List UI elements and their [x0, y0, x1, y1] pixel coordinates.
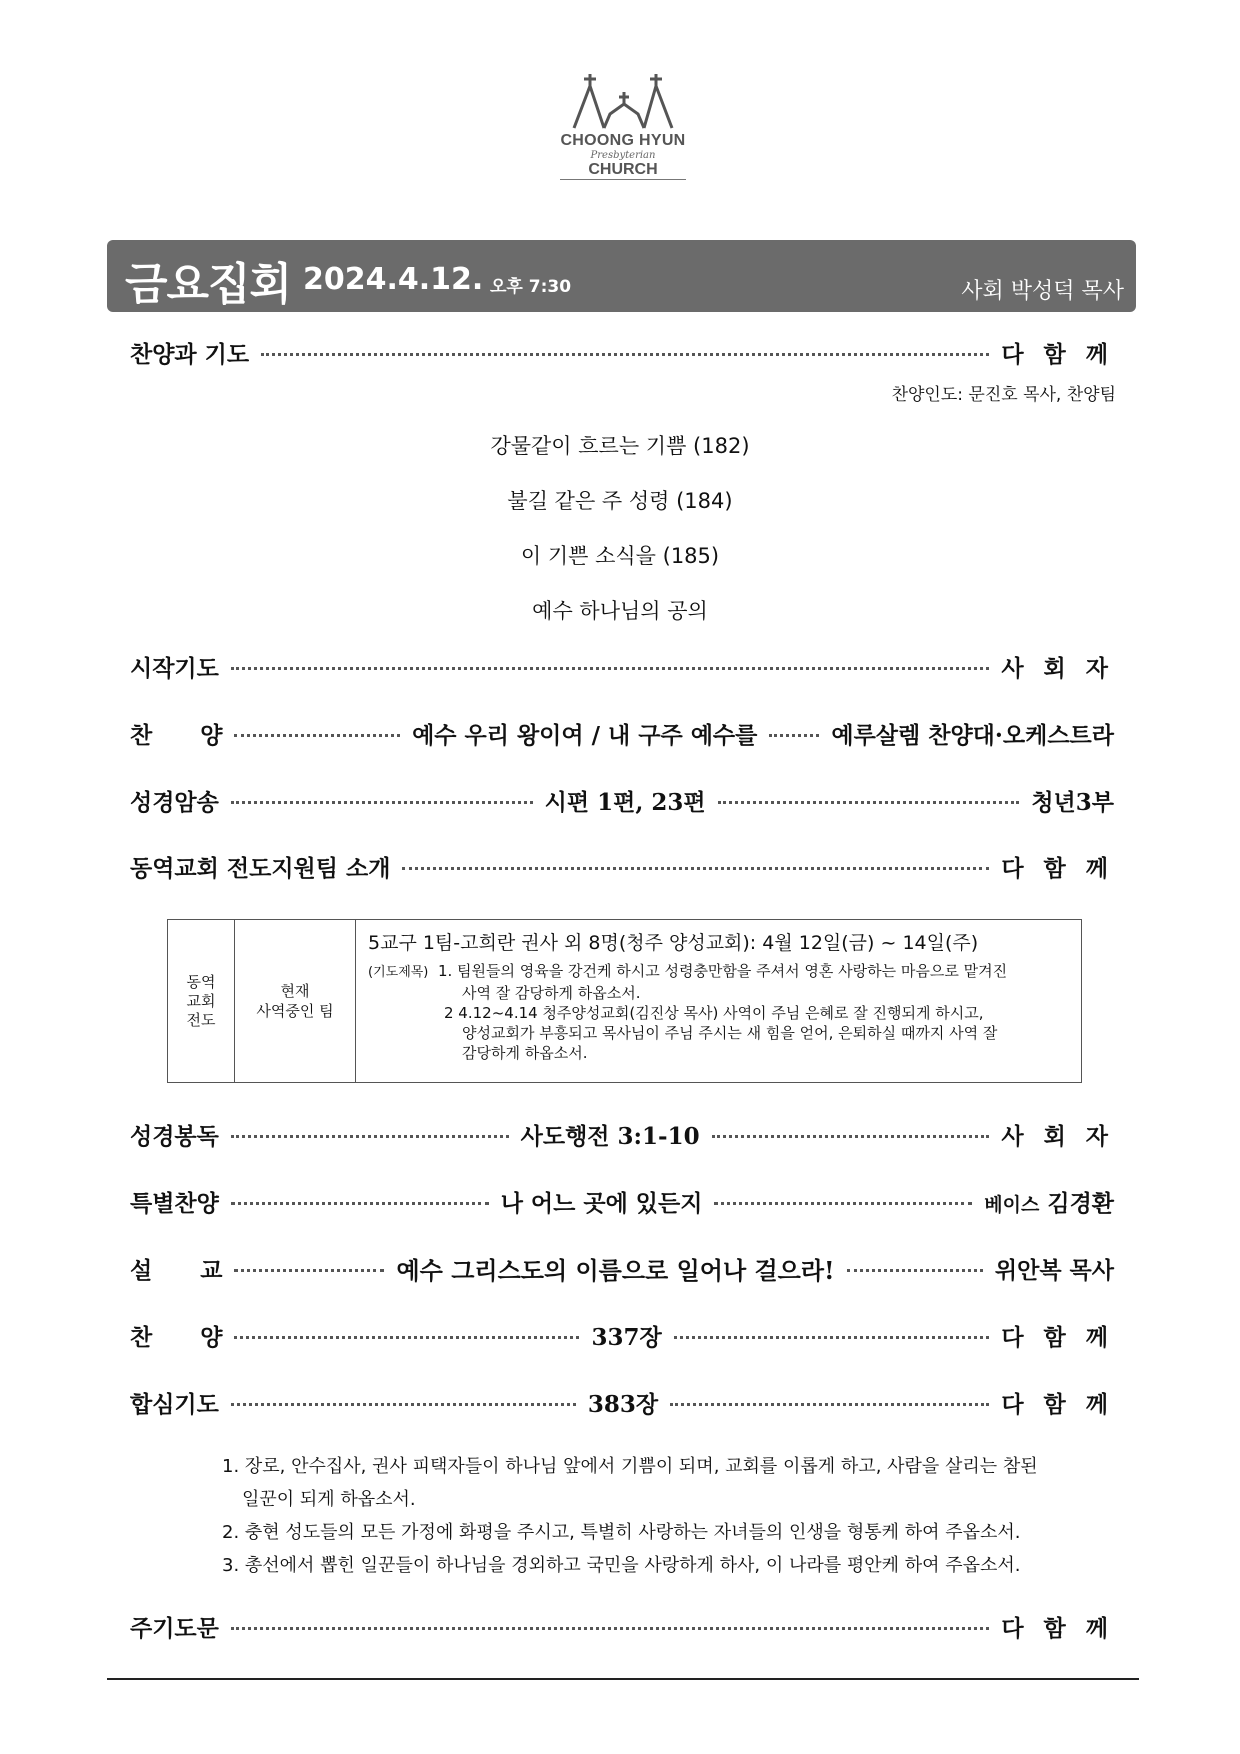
- order-content: 나 어느 곳에 있든지: [500, 1189, 703, 1217]
- logo-text-church: CHURCH: [588, 161, 658, 178]
- order-row-opening-prayer: [130, 648, 1114, 684]
- order-label: 특별찬양: [130, 1189, 219, 1217]
- order-responsible: 다 함 께: [1001, 1390, 1114, 1418]
- order-responsible: [984, 1185, 1114, 1218]
- prayer-item-1: 1. 장로, 안수집사, 권사 피택자들이 하나님 앞에서 기쁨이 되며, 교회를 이롭게 하고, 사람을 살리는 참된: [222, 1456, 1038, 1477]
- order-row-special-music: [130, 1183, 1114, 1219]
- order-row-sermon: [130, 1250, 1114, 1286]
- order-row-lords-prayer: [130, 1608, 1114, 1644]
- logo-underline: [560, 179, 686, 180]
- service-title: 금요집회: [125, 259, 292, 310]
- order-responsible: 다 함 께: [1001, 854, 1114, 882]
- service-leader: 사회 박성덕 목사: [961, 279, 1124, 304]
- order-label: 성경암송: [130, 788, 219, 816]
- leader-dots: [261, 353, 989, 356]
- leader-dots: [231, 1403, 576, 1406]
- order-label: 찬양과 기도: [130, 340, 250, 368]
- leader-dots: [231, 801, 533, 804]
- leader-dots: [234, 1336, 579, 1339]
- status-text: 현재: [280, 982, 310, 1000]
- leader-dots: [847, 1269, 983, 1272]
- logo-text-choong-hyun: CHOONG HYUN: [560, 132, 686, 149]
- order-content: 383장: [587, 1390, 659, 1418]
- order-responsible: 청년3부: [1031, 788, 1115, 816]
- order-label: 성경봉독: [130, 1122, 219, 1150]
- order-responsible: 예루살렘 찬양대·오케스트라: [831, 721, 1114, 749]
- order-responsible: 다 함 께: [1001, 340, 1114, 368]
- order-label: 합심기도: [130, 1390, 219, 1418]
- leader-dots: [231, 1135, 509, 1138]
- order-label: 동역교회 전도지원팀 소개: [130, 854, 391, 882]
- order-row-praise-choir: [130, 715, 1114, 751]
- order-label: 주기도문: [130, 1614, 219, 1642]
- leader-dots: [234, 1269, 384, 1272]
- voice-part: 베이스: [984, 1193, 1040, 1216]
- mission-team-table: [167, 919, 1082, 1083]
- category-text: 동역: [186, 972, 216, 991]
- order-row-scripture-recitation: [130, 782, 1114, 818]
- church-spires-icon: [568, 74, 678, 130]
- order-responsible: 다 함 께: [1001, 1614, 1114, 1642]
- order-content: 예수 우리 왕이여 / 내 구주 예수를: [412, 721, 758, 749]
- prayer-text: 1. 팀원들의 영육을 강건케 하시고 성령충만함을 주셔서 영혼 사랑하는 마음으로 맡겨진: [437, 962, 1008, 980]
- leader-dots: [674, 1336, 990, 1339]
- prayer-label: (기도제목): [368, 965, 429, 980]
- sermon-title: 예수 그리스도의 이름으로 일어나 걸으라!: [396, 1255, 835, 1285]
- worship-leader-note: 찬양인도: 문진호 목사, 찬양팀: [891, 385, 1116, 405]
- order-responsible: 사 회 자: [1001, 654, 1114, 682]
- order-row-hymn: [130, 1317, 1114, 1353]
- mission-heading: 5교구 1팀-고희란 권사 외 8명(청주 양성교회): 4월 12일(금) ~ 14일(주): [368, 932, 979, 954]
- leader-dots: [231, 1627, 989, 1630]
- status-text: 사역중인 팀: [256, 1002, 334, 1020]
- order-content: 시편 1편, 23편: [544, 788, 706, 816]
- order-row-mission-team: [130, 848, 1114, 884]
- prayer-topic-line: 양성교회가 부흥되고 목사님이 주님 주시는 새 힘을 얻어, 은퇴하실 때까지 사역 잘: [462, 1024, 998, 1042]
- leader-dots: [718, 801, 1020, 804]
- order-content: 사도행전 3:1-10: [520, 1122, 700, 1150]
- mission-category-cell: [168, 920, 235, 1083]
- mission-status-cell: [235, 920, 356, 1083]
- mission-detail-cell: [356, 920, 1082, 1083]
- hymn-item-3: 이 기쁜 소식을 (185): [520, 544, 720, 568]
- prayer-topic-line: 2 4.12~4.14 청주양성교회(김진상 목사) 사역이 주님 은혜로 잘 진행되게 하시고,: [444, 1004, 984, 1022]
- singer-name: 김경환: [1047, 1189, 1115, 1217]
- prayer-topic-line: 감당하게 하옵소서.: [462, 1044, 588, 1062]
- order-label: 찬 양: [130, 1323, 223, 1351]
- footer-rule: [107, 1678, 1139, 1680]
- order-row-scripture-reading: [130, 1116, 1114, 1152]
- preacher: 위안복 목사: [994, 1256, 1114, 1284]
- hymn-item-4: 예수 하나님의 공의: [532, 599, 708, 623]
- prayer-item-3: 3. 총선에서 뽑힌 일꾼들이 하나님을 경외하고 국민을 사랑하게 하사, 이 나라를 평안케 하여 주옵소서.: [222, 1555, 1021, 1576]
- order-responsible: 사 회 자: [1001, 1122, 1115, 1150]
- hymn-item-2: 불길 같은 주 성령 (184): [507, 489, 733, 513]
- order-label: 시작기도: [130, 654, 219, 682]
- leader-dots: [402, 867, 989, 870]
- hymn-item-1: 강물같이 흐르는 기쁨 (182): [490, 434, 750, 458]
- prayer-item-1-cont: 일꾼이 되게 하옵소서.: [242, 1489, 416, 1510]
- order-responsible: 다 함 께: [1001, 1323, 1114, 1351]
- leader-dots: [714, 1202, 972, 1205]
- order-content: 337장: [591, 1323, 662, 1351]
- order-row-unison-prayer: [130, 1384, 1114, 1420]
- prayer-topic-line: [368, 961, 1069, 983]
- leader-dots: [231, 1202, 489, 1205]
- service-date: 2024.4.12.: [303, 262, 484, 297]
- prayer-item-2: 2. 충현 성도들의 모든 가정에 화평을 주시고, 특별히 사랑하는 자녀들의 인생을 형통케 하여 주옵소서.: [222, 1522, 1021, 1543]
- leader-dots: [231, 667, 989, 670]
- order-label: 찬 양: [130, 721, 223, 749]
- category-text: 교회: [186, 991, 216, 1010]
- logo-text-presbyterian: Presbyterian: [590, 150, 656, 161]
- order-label: 설 교: [130, 1256, 223, 1284]
- category-text: 전도: [186, 1010, 216, 1029]
- leader-dots: [234, 734, 400, 737]
- service-time: 오후 7:30: [490, 277, 572, 297]
- church-logo: [560, 74, 686, 194]
- order-row-praise-prayer: [130, 334, 1114, 370]
- leader-dots: [769, 734, 819, 737]
- service-header-banner: [107, 240, 1136, 312]
- leader-dots: [712, 1135, 990, 1138]
- leader-dots: [670, 1403, 989, 1406]
- prayer-topic-line: 사역 잘 감당하게 하옵소서.: [462, 984, 641, 1002]
